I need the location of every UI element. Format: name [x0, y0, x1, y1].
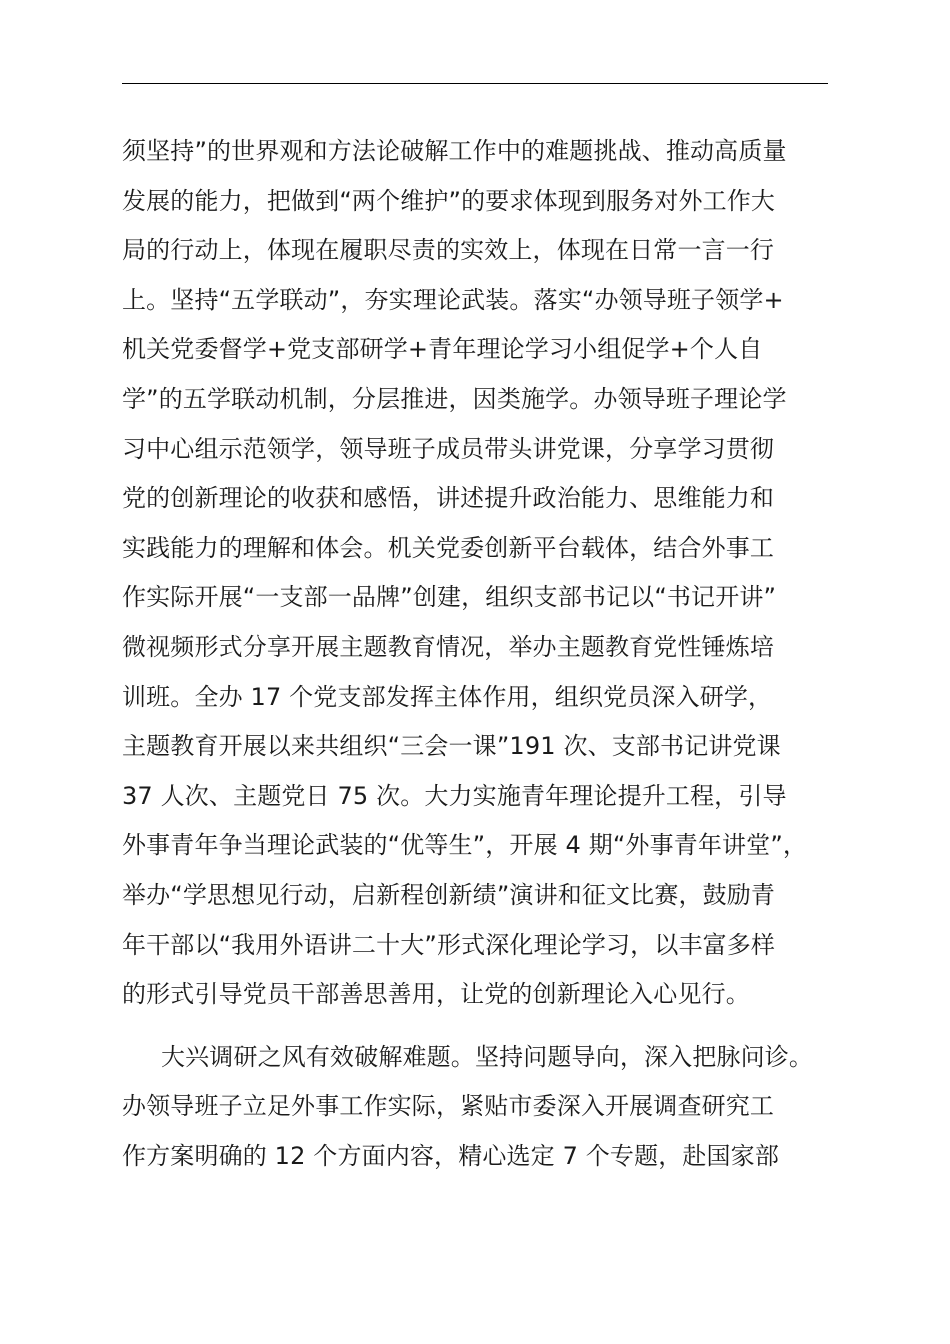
- document-body: [122, 127, 862, 1181]
- text-line: 微视频形式分享开展主题教育情况，举办主题教育党性锤炼培: [122, 632, 775, 661]
- text-line: 主题教育开展以来共组织“三会一课”191 次、支部书记讲党课: [122, 732, 781, 761]
- text-line: 举办“学思想见行动，启新程创新绩”演讲和征文比赛，鼓励青: [122, 880, 776, 909]
- text-line: 大兴调研之风有效破解难题。坚持问题导向，深入把脉问诊。: [161, 1042, 814, 1071]
- header-rule: [122, 83, 828, 84]
- text-line: 外事青年争当理论武装的“优等生”，开展 4 期“外事青年讲堂”，: [122, 831, 808, 860]
- paragraph-spacing: [122, 1020, 862, 1033]
- text-line: 37 人次、主题党日 75 次。大力实施青年理论提升工程，引导: [122, 781, 787, 810]
- text-line: 发展的能力，把做到“两个维护”的要求体现到服务对外工作大: [122, 186, 776, 215]
- text-line: 上。坚持“五学联动”，夯实理论武装。落实“办领导班子领学+: [122, 285, 784, 314]
- text-line: 须坚持”的世界观和方法论破解工作中的难题挑战、推动高质量: [122, 137, 787, 165]
- text-line: 学”的五学联动机制，分层推进，因类施学。办领导班子理论学: [122, 384, 787, 413]
- paragraph: [122, 1033, 862, 1182]
- text-line: 实践能力的理解和体会。机关党委创新平台载体，结合外事工: [122, 533, 775, 562]
- text-line: 年干部以“我用外语讲二十大”形式深化理论学习，以丰富多样: [122, 930, 776, 959]
- text-line: 习中心组示范领学，领导班子成员带头讲党课，分享学习贯彻: [122, 434, 775, 463]
- text-line: 局的行动上，体现在履职尽责的实效上，体现在日常一言一行: [122, 236, 775, 265]
- text-line: 作实际开展“一支部一品牌”创建，组织支部书记以“书记开讲”: [122, 583, 777, 612]
- text-line: 作方案明确的 12 个方面内容，精心选定 7 个专题，赴国家部: [122, 1141, 779, 1170]
- text-line: 党的创新理论的收获和感悟，讲述提升政治能力、思维能力和: [122, 484, 775, 513]
- text-line: 训班。全办 17 个党支部发挥主体作用，组织党员深入研学，: [122, 682, 773, 711]
- text-line: 机关党委督学+党支部研学+青年理论学习小组促学+个人自: [122, 335, 763, 364]
- text-line: 办领导班子立足外事工作实际，紧贴市委深入开展调查研究工: [122, 1092, 775, 1121]
- paragraph: [122, 127, 862, 1020]
- text-line: 的形式引导党员干部善思善用，让党的创新理论入心见行。: [122, 980, 750, 1009]
